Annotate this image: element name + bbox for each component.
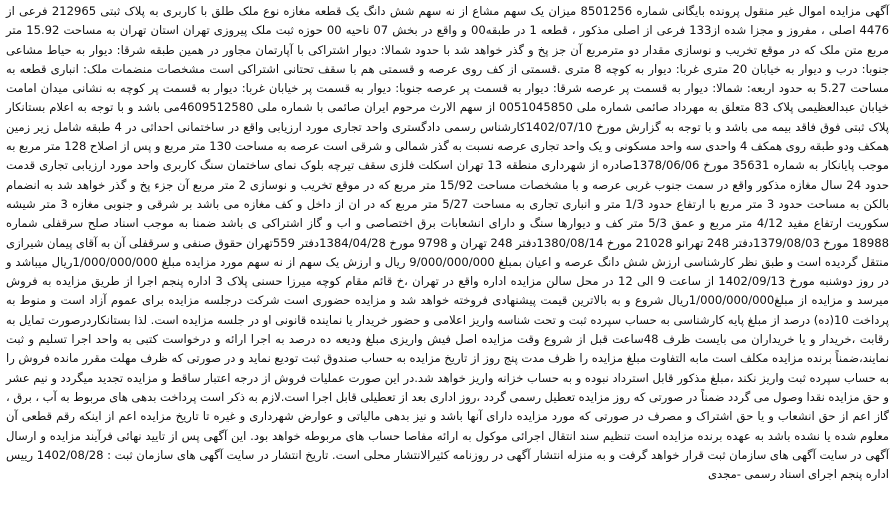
notice-body: آگهی مزایده اموال غیر منقول پرونده بایگانی شماره 8501256 میزان یک سهم مشاع از نه سهم شش دانگ یک قطعه مغازه نوع ملک طلق با کاربری به پلاک ثبتی 212965 فرعی از 4476 اصلی ، مفروز و مجزا شده از133 فرعی از اصلی مذکور ، قطعه 1 در طبقه00 و واقع در بخش 07 ناحیه 00 حوزه ثبت ملک پیروزی تهران استان تهران به مساحت 15.92 متر مربع متن ملک که در موقع تخریب و نوسازی مقدار دو مترمربع آن جز پخ و گذر خواهد شد با حدود شمالا: دیوار اشتراکی با آپارتمان مجاور در همین طبقه شرقا: دیوار به حیاط مشاعی جنوبا: درب و دیوار به خیابان 20 متری غربا: دیوار به کوچه 8 متری .قسمتی از کف روی عرصه و قسمتی هم با سقف تحتانی اشتراکی است مشخصات منضمات ملک: انباری قطعه به مساحت 5.27 به حدود اربعه: شمالا: دیوار به قسمت پر عرصه شرقا: دیوار به قسمت پر عرصه جنوبا: دیوار به قسمت پر خیابان غربا: دیوار به قسمت پر کوچه به نشانی میدان امامت خیابان عبدالعظیمی پلاک 83 متعلق به مهرداد صائمی شماره ملی 0051045850 از سهم الارث مرحوم ایران صائمی با شماره ملی 4609512580می باشد و با توجه به اعلام بستانکار پلاک ثبتی فوق فاقد بیمه می باشد و با توجه به گزارش مورخ 1402/07/10کارشناس رسمی دادگستری واحد تجاری مورد ارزیابی واقع در ساختمانی احداثی در 4 طبقه شامل زیر زمین همکف ودو طبقه روی همکف 4 واحدی سه واحد مسکونی و یک واحد تجاری عرصه نسبت به گذر شمالی و شرقی است عرصه به مساحت 130 متر مربع و پس از اصلاح 128 متر مربع به موجب پایانکار به شماره 35631 مورخ 1378/06/06صادره از شهرداری منطقه 13 تهران اسکلت فلزی سقف تیرچه بلوک نمای ساختمان سنگ کاربری واحد مورد ارزیابی تجاری قدمت حدود 24 سال مغازه مذکور واقع در سمت جنوب غربی عرصه و با مشخصات مساحت 15/92 متر مربع که در موقع تخریب و نوسازی 2 متر مربع آن جزء پخ و گذر خواهد شد به انضمام بالکن به مساحت حدود 3 متر مربع با ارتفاع حدود 1/3 متر و انباری تجاری به مساحت 5/27 متر مربع که در ان از داخل و کف مغازه می باشد بر شرقی و جنوبی مغازه 3 متر شیشه سکوریت ارتفاع مفید 4/12 متر مربع و عمق 5/3 متر کف و دیوارها سنگ و دارای انشعابات برق اختصاصی و اب و گاز اشتراکی ی باشد ضمنا به موجب اسناد صلح سرقفلی شماره 18988 مورخ 1379/08/03دفتر 248 تهرانو 21028 مورخ 1380/08/14دفتر 248 تهران و 9798 مورخ 1384/04/28دفتر 559تهران حقوق صنفی و سرقفلی آن به آقای پیمان شیرازی منتقل گردیده است و طبق نظر کارشناسی ارزش شش دانگ عرصه و اعیان بمبلغ 9/000/000/000 ریال و ارزش یک سهم از نه سهم مورد مزایده مبلغ 1/000/000/000ریال میباشد و در روز دوشنبه مورخ 1402/09/13 از ساعت 9 الی 12 در محل سالن مزایده اداره واقع در تهران ،خ قائم مقام کوچه میرزا حسنی پلاک 3 اداره پنجم اجرا از طریق مزایده به فروش میرسد و مزایده از مبلغ1/000/000/000ریال شروع و به بالاترین قیمت پیشنهادی فروخته خواهد شد و مزایده حضوری است شرکت درجلسه مزایده برای عموم آزاد است و منوط به پرداخت 10(ده) درصد از مبلغ پایه کارشناسی به حساب سپرده ثبت و تحت شناسه واریز اعلامی و حضور خریدار یا نماینده قانونی او در جلسه مزایده است. لذا بستانکاردرصورت تمایل به رقابت ،خریدار و یا خریداران می بایست ظرف 48ساعت قبل از شروع وقت مزایده اصل فیش واریزی مبلغ ودیعه ده درصد به اجرا ارائه و درخواست کتبی به واحد اجرا تسلیم و ثبت نمایند،ضمناً برنده مزایده مکلف است مابه التفاوت مبلغ مزایده را ظرف مدت پنج روز از تاریخ مزایده به حساب صندوق ثبت تودیع نماید و در صورتی که ظرف مهلت مقرر مانده فروش را به حساب سپرده ثبت واریز نکند ،مبلغ مذکور قابل استرداد نبوده و به حساب خزانه واریز خواهد شد.در این صورت عملیات فروش از درجه اعتبار ساقط و مزایده تجدید میگردد و نیم عشر و حق مزایده نقدا وصول می گردد ضمناً در صورتی که روز مزایده تعطیل رسمی گردد ،روز اداری بعد از تعطیلی قابل اجرا است.لازم به ذکر است پرداخت بدهی های مربوط به آب ، برق ، گاز اعم از حق انشعاب و یا حق اشتراک و مصرف در صورتی که مورد مزایده دارای آنها باشد و نیز بدهی مالیاتی و عوارض شهرداری و غیره تا تاریخ مزایده اعم از اینکه رقم قطعی آن معلوم شده یا نشده باشد به عهده برنده مزایده است تنظیم سند انتقال اجرائی موکول به ارائه مفاصا حساب های مربوطه خواهد بود. این آگهی پس از تایید نهائی فرآیند مزایده و ارسال آگهی در سایت آگهی های سازمان ثبت قرار خواهد گرفت و به منزله انتشار آگهی در روزنامه کثیرالانتشار محلی است. تاریخ انتشار در سایت آگهی های سازمان ثبت : 1402/08/28 رییس اداره پنجم اجرای اسناد رسمی -مجدی — [6, 4, 890, 482]
